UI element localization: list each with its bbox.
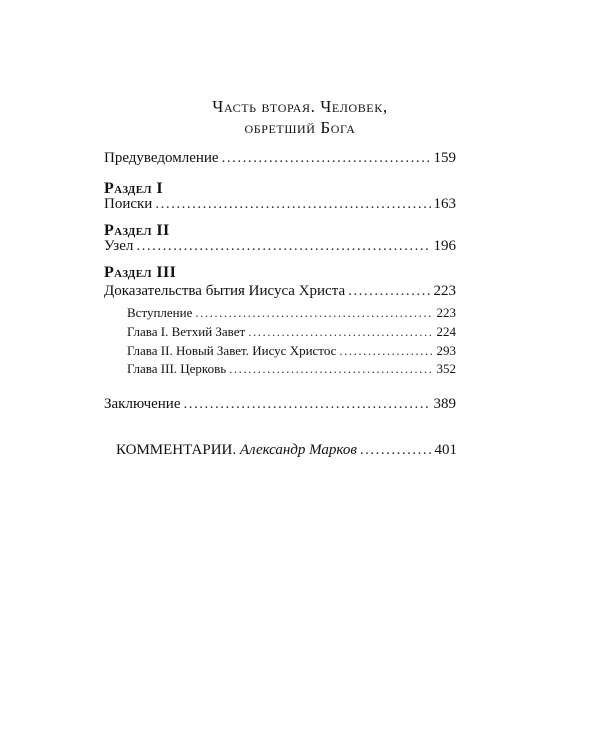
toc-entry-page: 401 [434, 442, 457, 458]
toc-entry-proofs [104, 283, 456, 300]
dot-leader [348, 283, 430, 300]
section-heading-3: Раздел III [104, 264, 177, 281]
toc-entry-label: Предуведомление [104, 150, 219, 166]
dot-leader [360, 442, 432, 459]
toc-entry-label: Глава II. Новый Завет. Иисус Христос [127, 343, 337, 358]
toc-entry-label: Узел [104, 238, 134, 254]
toc-entry-page: 224 [436, 324, 456, 339]
part-title-line-1: Часть вторая. Человек, [212, 97, 388, 116]
toc-entry-page: 223 [436, 305, 456, 320]
toc-entry-search [104, 196, 456, 213]
toc-entry-comments [116, 442, 457, 459]
toc-subentry-chapter-3 [127, 361, 456, 377]
toc-subentry-chapter-2 [127, 343, 456, 359]
dot-leader [136, 238, 430, 255]
dot-leader [229, 361, 433, 377]
dot-leader [339, 343, 433, 359]
section-heading-2: Раздел II [104, 222, 170, 239]
dot-leader [222, 150, 431, 167]
dot-leader [155, 196, 430, 213]
toc-entry-label: Глава III. Церковь [127, 361, 227, 376]
toc-entry-foreword [104, 150, 456, 167]
toc-entry-label: Поиски [104, 196, 153, 212]
toc-entry-page: 352 [436, 361, 456, 376]
toc-entry-page: 159 [433, 150, 456, 166]
toc-entry-label [116, 442, 357, 459]
toc-entry-page: 293 [436, 343, 456, 358]
dot-leader [248, 324, 433, 340]
dot-leader [195, 305, 433, 321]
toc-entry-label: Вступление [127, 305, 193, 320]
toc-entry-page: 163 [433, 196, 456, 212]
comments-author: Александр Марков [239, 442, 357, 458]
part-title-line-2: обретший Бога [244, 118, 356, 137]
toc-subentry-introduction [127, 305, 456, 321]
toc-entry-page: 196 [433, 238, 456, 254]
section-heading-1: Раздел I [104, 180, 163, 197]
comments-label: КОММЕНТАРИИ. [116, 442, 237, 458]
toc-entry-page: 223 [433, 283, 456, 299]
toc-entry-conclusion [104, 396, 456, 413]
toc-entry-label: Заключение [104, 396, 181, 412]
toc-subentry-chapter-1 [127, 324, 456, 340]
dot-leader [184, 396, 431, 413]
toc-entry-page: 389 [433, 396, 456, 412]
toc-entry-knot [104, 238, 456, 255]
toc-entry-label: Глава I. Ветхий Завет [127, 324, 246, 339]
toc-entry-label: Доказательства бытия Иисуса Христа [104, 283, 346, 299]
